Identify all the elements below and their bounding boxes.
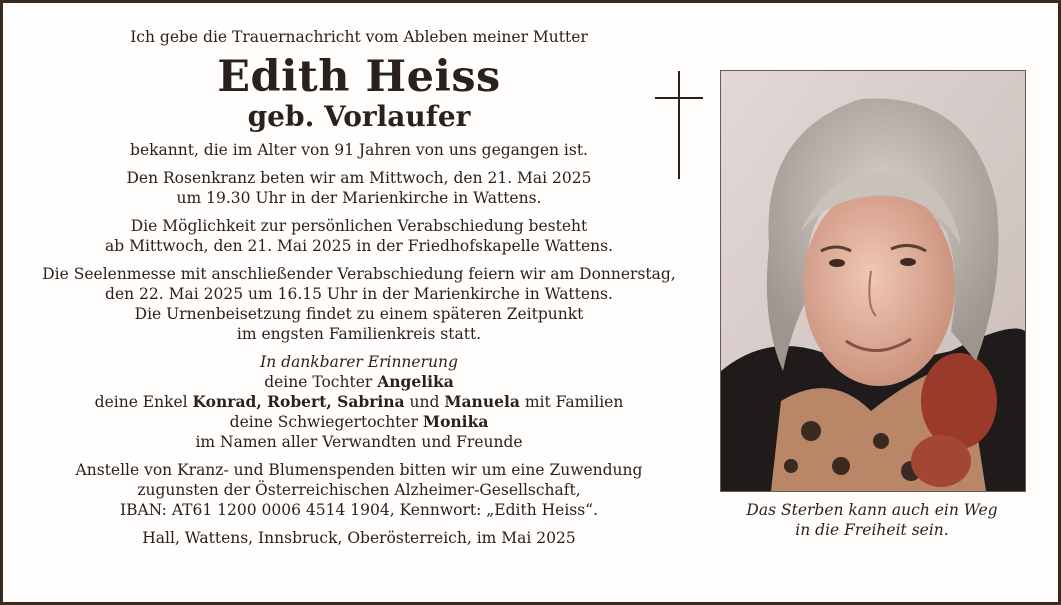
intro-line: Ich gebe die Trauernachricht vom Ableben meiner Mutter (130, 28, 588, 46)
rosary-line: um 19.30 Uhr in der Marienkirche in Wattens. (176, 189, 542, 207)
daughter-name: Angelika (377, 372, 454, 391)
cross-horizontal-bar (655, 97, 703, 99)
age-line: bekannt, die im Alter von 91 Jahren von uns gegangen ist. (130, 141, 588, 159)
photo-caption (720, 500, 1024, 540)
grandchild-last-name: Manuela (444, 392, 520, 411)
farewell-paragraph (21, 216, 697, 256)
grandchildren-prefix: deine Enkel (94, 393, 193, 411)
daughter-prefix: deine Tochter (264, 373, 378, 391)
portrait-photo (720, 70, 1026, 492)
donation-line: Anstelle von Kranz- und Blumenspenden bitten wir um eine Zuwendung (75, 461, 643, 479)
grandchildren-and: und (404, 393, 445, 411)
grandchildren-line (21, 392, 697, 412)
mass-line: den 22. Mai 2025 um 16.15 Uhr in der Marienkirche in Wattens. (105, 285, 613, 303)
mass-line: im engsten Familienkreis statt. (236, 325, 482, 343)
places-paragraph (21, 528, 697, 548)
grandchildren-names: Konrad, Robert, Sabrina (192, 392, 405, 411)
relatives-line: im Namen aller Verwandten und Freunde (195, 433, 523, 451)
mass-paragraph (21, 264, 697, 344)
maiden-name: geb. Vorlaufer (247, 100, 471, 133)
mourners-paragraph (21, 352, 697, 452)
caption-line: in die Freiheit sein. (795, 521, 949, 539)
daughter-in-law-name: Monika (422, 412, 489, 431)
obituary-text (21, 27, 697, 548)
rosary-line: Den Rosenkranz beten wir am Mittwoch, den 21. Mai 2025 (126, 169, 592, 187)
cross-icon (655, 71, 703, 179)
farewell-line: ab Mittwoch, den 21. Mai 2025 in der Friedhofskapelle Wattens. (104, 237, 614, 255)
mass-line: Die Urnenbeisetzung findet zu einem späteren Zeitpunkt (134, 305, 584, 323)
daughter-in-law-line (21, 412, 697, 432)
grandchildren-suffix: mit Familien (519, 393, 624, 411)
donation-line: zugunsten der Österreichischen Alzheimer-Gesellschaft, (137, 481, 581, 499)
rosary-paragraph (21, 168, 697, 208)
daughter-in-law-prefix: deine Schwiegertochter (229, 413, 423, 431)
donation-paragraph (21, 460, 697, 520)
deceased-name: Edith Heiss (217, 52, 501, 102)
places-date-line: Hall, Wattens, Innsbruck, Oberösterreich, im Mai 2025 (142, 529, 576, 547)
caption-line: Das Sterben kann auch ein Weg (746, 501, 998, 519)
memory-line: In dankbarer Erinnerung (260, 353, 458, 371)
cross-vertical-bar (678, 71, 680, 179)
mass-line: Die Seelenmesse mit anschließender Verabschiedung feiern wir am Donnerstag, (42, 265, 676, 283)
portrait-illustration (721, 71, 1025, 491)
daughter-line (21, 372, 697, 392)
farewell-line: Die Möglichkeit zur persönlichen Verabschiedung besteht (130, 217, 588, 235)
donation-line: IBAN: AT61 1200 0006 4514 1904, Kennwort: „Edith Heiss“. (119, 501, 599, 519)
